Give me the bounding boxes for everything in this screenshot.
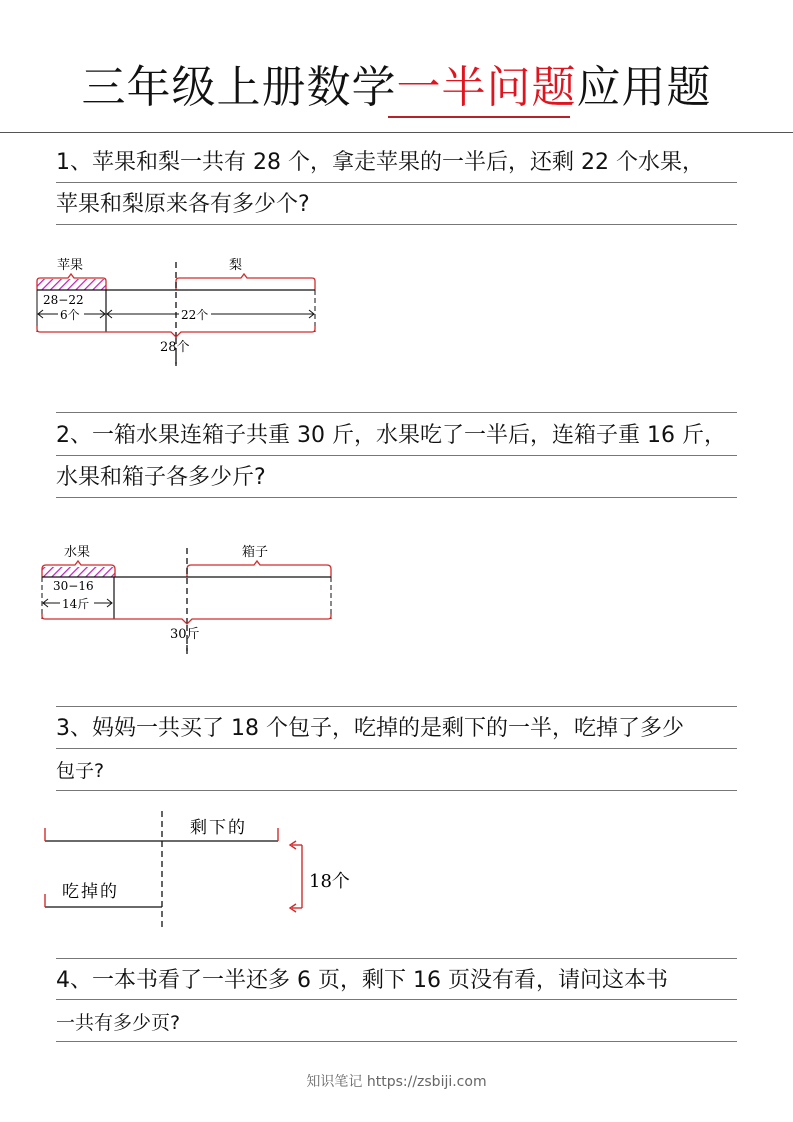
diagram-total: 28个 <box>160 340 190 355</box>
diagram-label-box: 箱子 <box>242 545 269 560</box>
diagram-left-value: 14斤 <box>62 597 90 611</box>
question-4-line-2: 一共有多少页? <box>56 1012 181 1034</box>
diagram-label-eaten: 吃掉的 <box>62 882 119 902</box>
writing-rule <box>56 412 737 413</box>
question-2-diagram <box>30 530 350 655</box>
writing-rule <box>56 999 737 1000</box>
diagram-label-apple: 苹果 <box>57 258 84 273</box>
diagram-formula: 28−22 <box>43 293 84 307</box>
diagram-right-value: 22个 <box>181 308 209 322</box>
question-4-line-1: 4、一本书看了一半还多 6 页，剩下 16 页没有看，请问这本书 <box>56 968 668 993</box>
question-3-line-2: 包子? <box>56 760 105 782</box>
question-3-diagram <box>30 805 370 930</box>
page-title <box>0 58 793 118</box>
title-underline <box>388 116 570 118</box>
writing-rule <box>56 497 737 498</box>
question-1-line-1: 1、苹果和梨一共有 28 个，拿走苹果的一半后，还剩 22 个水果， <box>56 150 704 175</box>
writing-rule <box>56 182 737 183</box>
writing-rule <box>56 455 737 456</box>
writing-rule <box>56 1041 737 1042</box>
question-3-line-1: 3、妈妈一共买了 18 个包子，吃掉的是剩下的一半，吃掉了多少 <box>56 716 684 741</box>
header-divider <box>0 132 793 133</box>
diagram-left-value: 6个 <box>60 308 80 322</box>
diagram-formula: 30−16 <box>53 579 94 593</box>
title-prefix: 三年级上册数学 <box>81 62 397 113</box>
title-highlight: 一半问题 <box>396 62 577 113</box>
writing-rule <box>56 224 737 225</box>
diagram-label-fruit: 水果 <box>64 545 91 560</box>
question-2-line-2: 水果和箱子各多少斤? <box>56 465 266 490</box>
writing-rule <box>56 958 737 959</box>
diagram-total: 18个 <box>309 871 350 892</box>
diagram-total: 30斤 <box>170 627 200 642</box>
diagram-label-remaining: 剩下的 <box>190 818 247 838</box>
question-2-line-1: 2、一箱水果连箱子共重 30 斤，水果吃了一半后，连箱子重 16 斤， <box>56 423 726 448</box>
diagram-label-pear: 梨 <box>229 258 243 273</box>
question-1-line-2: 苹果和梨原来各有多少个? <box>56 192 310 217</box>
writing-rule <box>56 790 737 791</box>
writing-rule <box>56 706 737 707</box>
writing-rule <box>56 748 737 749</box>
question-1-diagram <box>30 250 330 370</box>
title-suffix: 应用题 <box>576 62 712 113</box>
footer-watermark: 知识笔记 https://zsbiji.com <box>306 1074 487 1090</box>
